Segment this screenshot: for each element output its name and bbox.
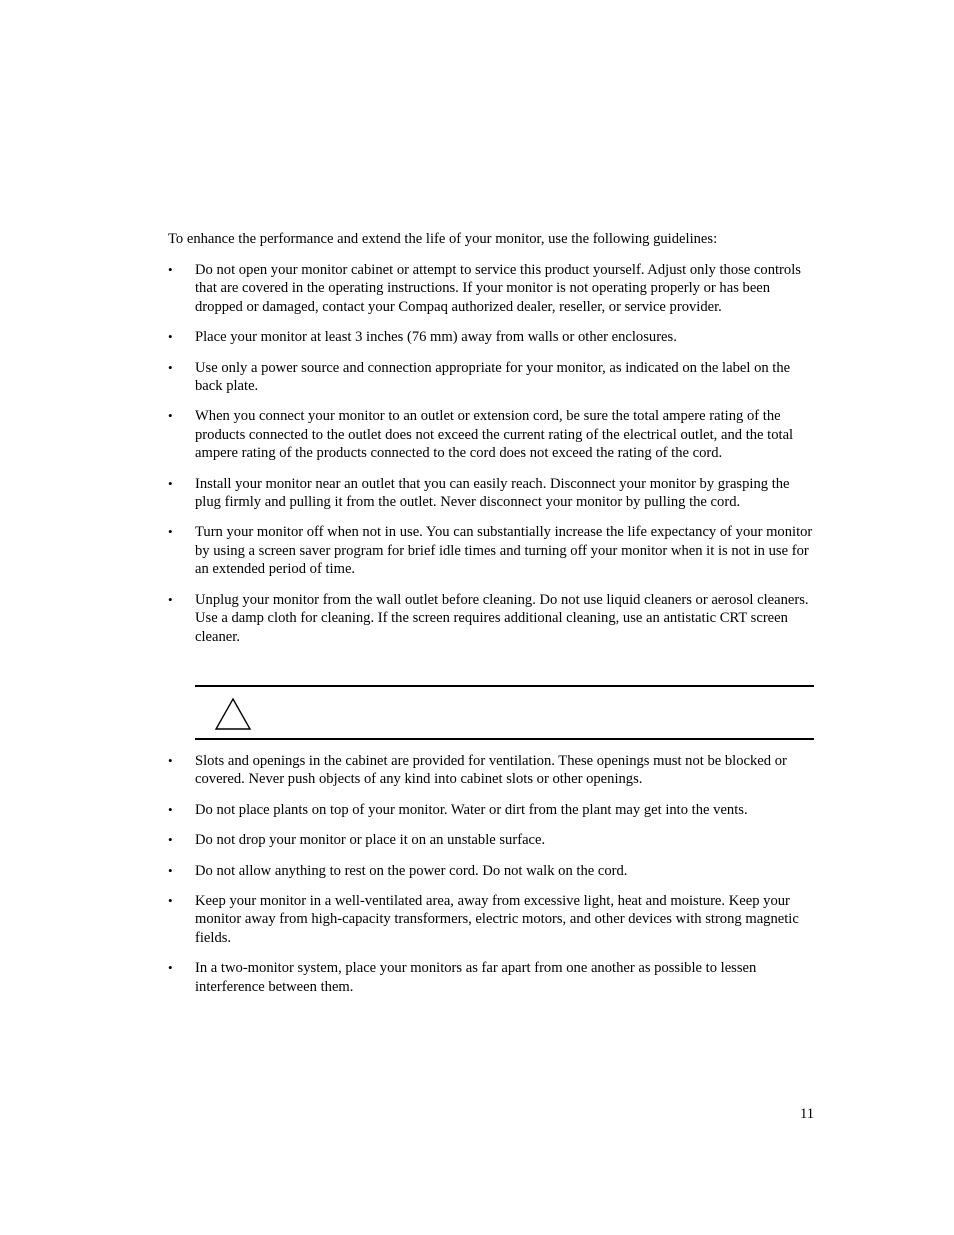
list-item-text: Install your monitor near an outlet that you can easily reach. Disconnect your monitor by grasping the plug firmly and pulling it from the outlet. Never disconnect your monitor by pulling the cord. (195, 475, 790, 511)
warning-triangle-icon (214, 697, 252, 731)
list-item-text: Use only a power source and connection appropriate for your monitor, as indicated on the label on the back plate. (195, 359, 791, 395)
bullet-icon: • (168, 862, 173, 878)
intro-paragraph: To enhance the performance and extend the life of your monitor, use the following guidelines: (168, 231, 718, 247)
bullet-icon: • (168, 262, 173, 277)
bullet-icon: • (168, 524, 173, 540)
list-item-text: Unplug your monitor from the wall outlet before cleaning. Do not use liquid cleaners or aerosol cleaners. Use a damp cloth for cleaning. If the screen requires additional cleaning, use an antistatic CRT screen cleaner. (195, 591, 809, 645)
list-item (168, 359, 818, 396)
list-item (168, 475, 818, 512)
guidelines-list (168, 261, 818, 658)
list-item (168, 407, 818, 462)
bullet-icon: • (168, 329, 173, 345)
bullet-icon: • (168, 893, 173, 909)
caution-list (168, 752, 818, 1008)
page-number: 11 (799, 1106, 814, 1122)
list-item (168, 261, 818, 316)
bullet-icon: • (168, 753, 173, 768)
caution-box (195, 685, 814, 740)
list-item-text: In a two-monitor system, place your monitors as far apart from one another as possible to lessen interference between them. (195, 960, 757, 995)
list-item-text: Do not allow anything to rest on the power cord. Do not walk on the cord. (195, 862, 628, 879)
bullet-icon: • (168, 591, 173, 607)
list-item-text: Do not open your monitor cabinet or attempt to service this product yourself. Adjust only those controls that are covered in the operating instructions. If your monitor is not operating properly or has been dropped or damaged, contact your Compaq authorized dealer, reseller, or service provider. (195, 262, 801, 315)
bullet-icon: • (168, 960, 173, 976)
list-item (168, 591, 818, 646)
list-item (168, 523, 818, 578)
bullet-icon: • (168, 801, 173, 817)
bullet-icon: • (168, 475, 173, 491)
list-item (168, 959, 818, 996)
list-item (168, 801, 818, 819)
list-item (168, 831, 818, 849)
list-item-text: Keep your monitor in a well-ventilated area, away from excessive light, heat and moisture. Keep your monitor away from high-capacity transformers, electric motors, and other devices with strong magnetic fields. (195, 893, 799, 946)
list-item (168, 862, 818, 880)
list-item (168, 752, 818, 789)
bullet-icon: • (168, 408, 173, 424)
bullet-icon: • (168, 359, 173, 375)
list-item-text: Do not place plants on top of your monitor. Water or dirt from the plant may get into the vents. (195, 801, 748, 818)
list-item-text: Place your monitor at least 3 inches (76 mm) away from walls or other enclosures. (195, 329, 677, 346)
list-item-text: When you connect your monitor to an outlet or extension cord, be sure the total ampere rating of the products connected to the outlet does not exceed the current rating of the electrical outlet, and the total ampere rating of the products connected to the cord does not exceed the rating of the cord. (195, 408, 794, 462)
list-item (168, 892, 818, 947)
list-item (168, 328, 818, 346)
list-item-text: Slots and openings in the cabinet are provided for ventilation. These openings must not be blocked or covered. Never push objects of any kind into cabinet slots or other openings. (195, 753, 787, 788)
list-item-text: Do not drop your monitor or place it on an unstable surface. (195, 832, 546, 849)
bullet-icon: • (168, 832, 173, 848)
list-item-text: Turn your monitor off when not in use. You can substantially increase the life expectancy of your monitor by using a screen saver program for brief idle times and turning off your monitor when it is not in use for an extended period of time. (195, 524, 813, 578)
